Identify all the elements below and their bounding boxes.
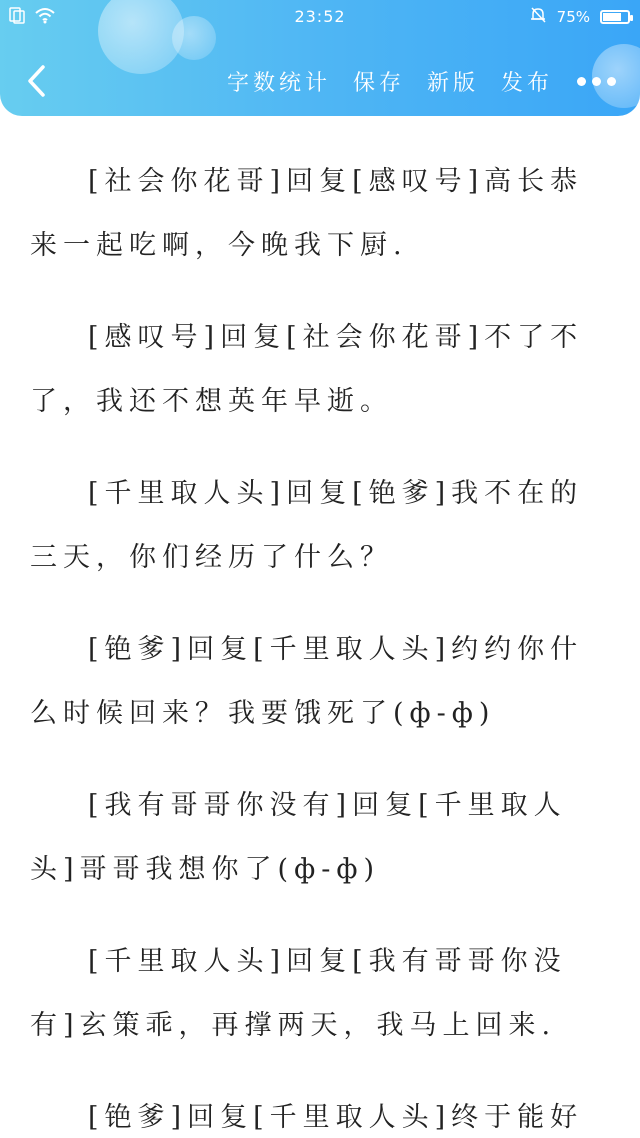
battery-percent: 75% (556, 8, 590, 26)
nav-actions (205, 66, 616, 97)
paragraph: [千里取人头]回复[铯爹]我不在的三天，你们经历了什么？ (30, 478, 584, 573)
battery-icon (600, 10, 630, 24)
status-time: 23:52 (294, 7, 346, 26)
more-dot-icon (607, 77, 616, 86)
more-dot-icon (577, 77, 586, 86)
chevron-left-icon (25, 64, 47, 98)
more-options-button[interactable] (577, 67, 616, 97)
battery-level-fill (603, 13, 621, 21)
paragraph: [铯爹]回复[千里取人头]终于能好 (88, 1102, 584, 1133)
publish-button[interactable]: 发布 (500, 71, 553, 96)
nav-bar (0, 50, 640, 112)
status-bar (0, 0, 640, 34)
document-body[interactable] (0, 116, 640, 1138)
paragraph: [感叹号]回复[社会你花哥]不了不了，我还不想英年早逝。 (30, 322, 584, 417)
paragraph: [社会你花哥]回复[感叹号]高长恭来一起吃啊，今晚我下厨. (30, 166, 584, 261)
paragraph: [我有哥哥你没有]回复[千里取人头]哥哥我想你了(ф-ф) (30, 790, 567, 885)
paragraph: [千里取人头]回复[我有哥哥你没有]玄策乖，再撑两天，我马上回来. (30, 946, 567, 1041)
mute-bell-icon (529, 6, 547, 28)
status-icons-right (529, 6, 630, 28)
new-version-button[interactable]: 新版 (426, 71, 479, 96)
paragraph: [铯爹]回复[千里取人头]约约你什么时候回来？我要饿死了(ф-ф) (30, 634, 584, 729)
back-button[interactable] (18, 62, 54, 100)
more-dot-icon (592, 77, 601, 86)
save-button[interactable]: 保存 (352, 71, 405, 96)
editor-header (0, 0, 640, 116)
word-count-button[interactable]: 字数统计 (226, 71, 331, 96)
